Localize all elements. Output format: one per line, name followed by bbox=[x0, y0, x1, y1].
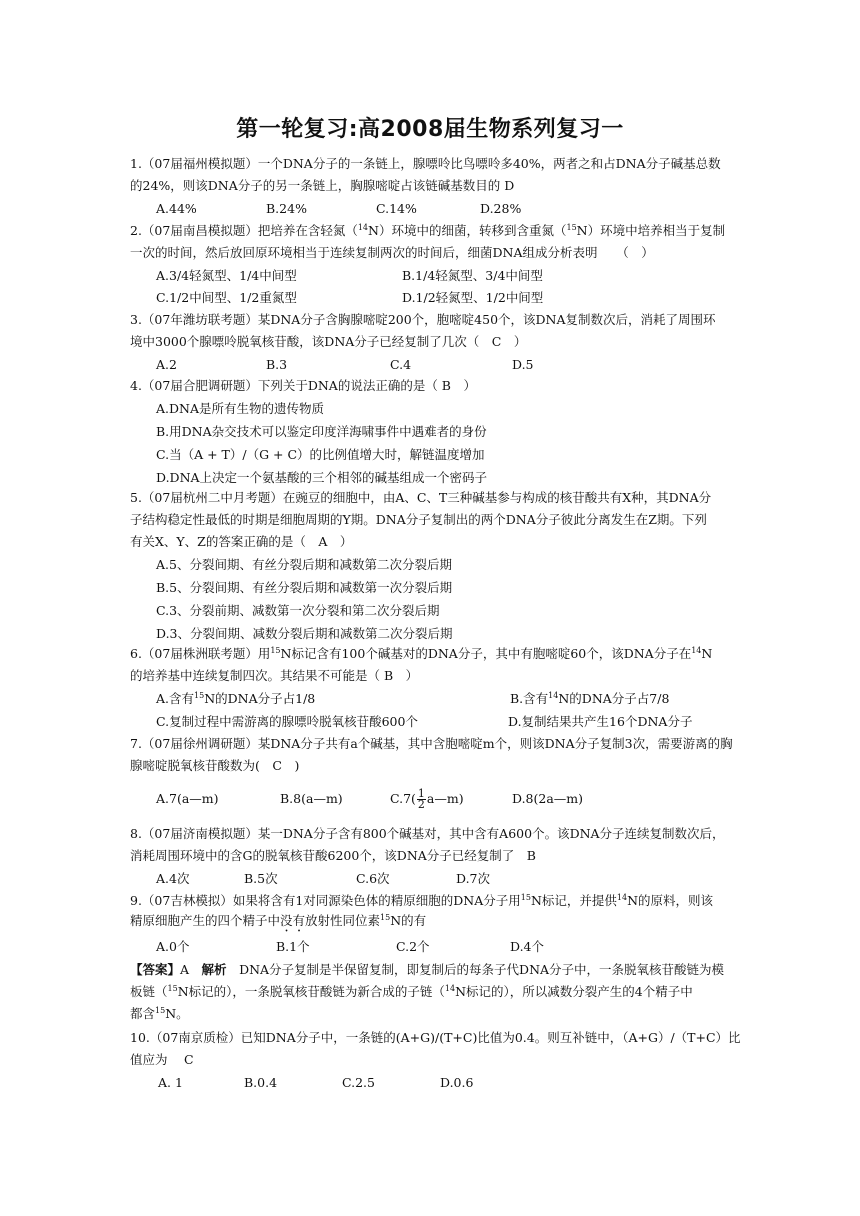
q3-option-c: C.4 bbox=[390, 357, 412, 372]
q6-option-c: C.复制过程中需游离的腺嘌呤脱氧核苷酸600个 bbox=[156, 714, 418, 729]
q2-option-b: B.1/4轻氮型、3/4中间型 bbox=[402, 268, 543, 283]
q9-option-b: B.1个 bbox=[276, 939, 310, 954]
q8-option-c: C.6次 bbox=[356, 871, 390, 886]
q4-line-1: 4.（07届合肥调研题）下列关于DNA的说法正确的是（ B ） bbox=[130, 378, 476, 393]
q3-line-1: 3.（07年潍坊联考题）某DNA分子含胸腺嘧啶200个，胞嘧啶450个，该DNA复制数次后，消耗了周围环 bbox=[130, 312, 716, 327]
q10-line-1: 10.（07南京质检）已知DNA分子中，一条链的(A+G)/(T+C)比值为0.4。则互补链中，（A+G）/（T+C）比 bbox=[130, 1030, 741, 1045]
q9-option-c: C.2个 bbox=[396, 939, 430, 954]
q6-option-d: D.复制结果共产生16个DNA分子 bbox=[508, 714, 693, 729]
q8-option-b: B.5次 bbox=[244, 871, 278, 886]
q10-option-a: A. 1 bbox=[158, 1075, 183, 1090]
q6-option-b: B.含有$^{14}$N的DNA分子占7/8 bbox=[510, 690, 670, 706]
q5-option-c: C.3、分裂前期、减数第一次分裂和第二次分裂后期 bbox=[156, 603, 440, 618]
q2-option-a: A.3/4轻氮型、1/4中间型 bbox=[156, 268, 297, 283]
q3-option-d: D.5 bbox=[512, 357, 534, 372]
q3-option-b: B.3 bbox=[266, 357, 288, 372]
q5-line-3: 有关X、Y、Z的答案正确的是（ A ） bbox=[130, 534, 353, 549]
q5-line-1: 5.（07届杭州二中月考题）在豌豆的细胞中，由A、C、T三种碱基参与构成的核苷酸共有X种，其DNA分 bbox=[130, 490, 712, 505]
q9-option-d: D.4个 bbox=[510, 939, 545, 954]
answer-line-2: 板链（$^{15}$N标记的），一条脱氧核苷酸链为新合成的子链（$^{14}$N标记的），所以减数分裂产生的4个精子中 bbox=[130, 983, 693, 999]
q5-option-d: D.3、分裂间期、减数分裂后期和减数第二次分裂后期 bbox=[156, 626, 453, 641]
q4-option-d: D.DNA上决定一个氨基酸的三个相邻的碱基组成一个密码子 bbox=[156, 470, 488, 485]
q2-option-d: D.1/2轻氮型、1/2中间型 bbox=[402, 290, 544, 305]
answer-line-3: 都含$^{15}$N。 bbox=[130, 1005, 189, 1021]
q3-option-a: A.2 bbox=[156, 357, 177, 372]
analysis-label: 解析 bbox=[201, 962, 227, 977]
page-title: 第一轮复习:高2008届生物系列复习一 bbox=[236, 117, 624, 142]
q2-option-c: C.1/2中间型、1/2重氮型 bbox=[156, 290, 297, 305]
fraction-one-half: $\frac{1}{2}$ bbox=[417, 787, 425, 811]
q10-line-2: 值应为 C bbox=[130, 1052, 194, 1067]
q4-option-b: B.用DNA杂交技术可以鉴定印度洋海啸事件中遇难者的身份 bbox=[156, 424, 487, 439]
q7-option-c: C.7( $\frac{1}{2}$ a—m) bbox=[390, 787, 464, 811]
q6-line-2: 的培养基中连续复制四次。其结果不可能是（ B ） bbox=[130, 668, 419, 683]
q1-line-1: 1.（07届福州模拟题）一个DNA分子的一条链上，腺嘌呤比鸟嘌呤多40%，两者之和占DNA分子碱基总数 bbox=[130, 156, 721, 171]
q5-option-a: A.5、分裂间期、有丝分裂后期和减数第二次分裂后期 bbox=[156, 557, 452, 572]
q10-option-d: D.0.6 bbox=[440, 1075, 474, 1090]
q3-line-2: 境中3000个腺嘌呤脱氧核苷酸，该DNA分子已经复制了几次（ C ） bbox=[130, 334, 527, 349]
q7-line-2: 腺嘧啶脱氧核苷酸数为( C ) bbox=[130, 758, 300, 773]
q6-line-1: 6.（07届株洲联考题）用$^{15}$N标记含有100个碱基对的DNA分子，其中有胞嘧啶60个，该DNA分子在$^{14}$N bbox=[130, 645, 713, 661]
q9-option-a: A.0个 bbox=[156, 939, 190, 954]
q5-line-2: 子结构稳定性最低的时期是细胞周期的Y期。DNA分子复制出的两个DNA分子彼此分离发生在Z期。下列 bbox=[130, 512, 707, 527]
q5-option-b: B.5、分裂间期、有丝分裂后期和减数第一次分裂后期 bbox=[156, 580, 453, 595]
q7-option-a: A.7(a—m) bbox=[156, 791, 219, 806]
q9-line-2: 精原细胞产生的四个精子中没有放射性同位素$^{15}$N的有 bbox=[130, 912, 427, 928]
q8-line-1: 8.（07届济南模拟题）某一DNA分子含有800个碱基对，其中含有A600个。该DNA分子连续复制数次后， bbox=[130, 826, 725, 841]
q4-option-c: C.当（A + T）/（G + C）的比例值增大时，解链温度增加 bbox=[156, 447, 485, 462]
emphasized-text: 没有 bbox=[280, 913, 306, 928]
q4-option-a: A.DNA是所有生物的遗传物质 bbox=[156, 401, 324, 416]
q2-line-1: 2.（07届南昌模拟题）把培养在含轻氮（$^{14}$N）环境中的细菌，转移到含重氮（$^{15}$N）环境中培养相当于复制 bbox=[130, 222, 726, 238]
q1-option-c: C.14% bbox=[376, 201, 417, 216]
q7-option-d: D.8(2a—m) bbox=[512, 791, 584, 806]
q9-line-1: 9.（07吉林模拟）如果将含有1对同源染色体的精原细胞的DNA分子用$^{15}$N标记，并提供$^{14}$N的原料，则该 bbox=[130, 892, 714, 908]
q7-option-b: B.8(a—m) bbox=[280, 791, 343, 806]
q10-option-b: B.0.4 bbox=[244, 1075, 278, 1090]
q1-line-2: 的24%，则该DNA分子的另一条链上，胸腺嘧啶占该链碱基数目的 D bbox=[130, 178, 515, 193]
q6-option-a: A.含有$^{15}$N的DNA分子占1/8 bbox=[156, 690, 316, 706]
q2-line-2: 一次的时间，然后放回原环境相当于连续复制两次的时间后，细菌DNA组成分析表明 （ ） bbox=[130, 245, 654, 260]
q1-option-b: B.24% bbox=[266, 201, 307, 216]
q8-option-d: D.7次 bbox=[456, 871, 491, 886]
q7-line-1: 7.（07届徐州调研题）某DNA分子共有a个碱基，其中含胞嘧啶m个，则该DNA分子复制3次，需要游离的胸 bbox=[130, 736, 733, 751]
answer-tag: 【答案】 bbox=[130, 962, 181, 977]
q10-option-c: C.2.5 bbox=[342, 1075, 375, 1090]
q8-line-2: 消耗周围环境中的含G的脱氧核苷酸6200个，该DNA分子已经复制了 B bbox=[130, 848, 536, 863]
q8-option-a: A.4次 bbox=[156, 871, 190, 886]
q1-option-d: D.28% bbox=[480, 201, 522, 216]
answer-line-1: 【答案】A 解析 DNA分子复制是半保留复制，即复制后的每条子代DNA分子中，一条脱氧核苷酸链为模 bbox=[130, 962, 725, 977]
q1-option-a: A.44% bbox=[156, 201, 197, 216]
